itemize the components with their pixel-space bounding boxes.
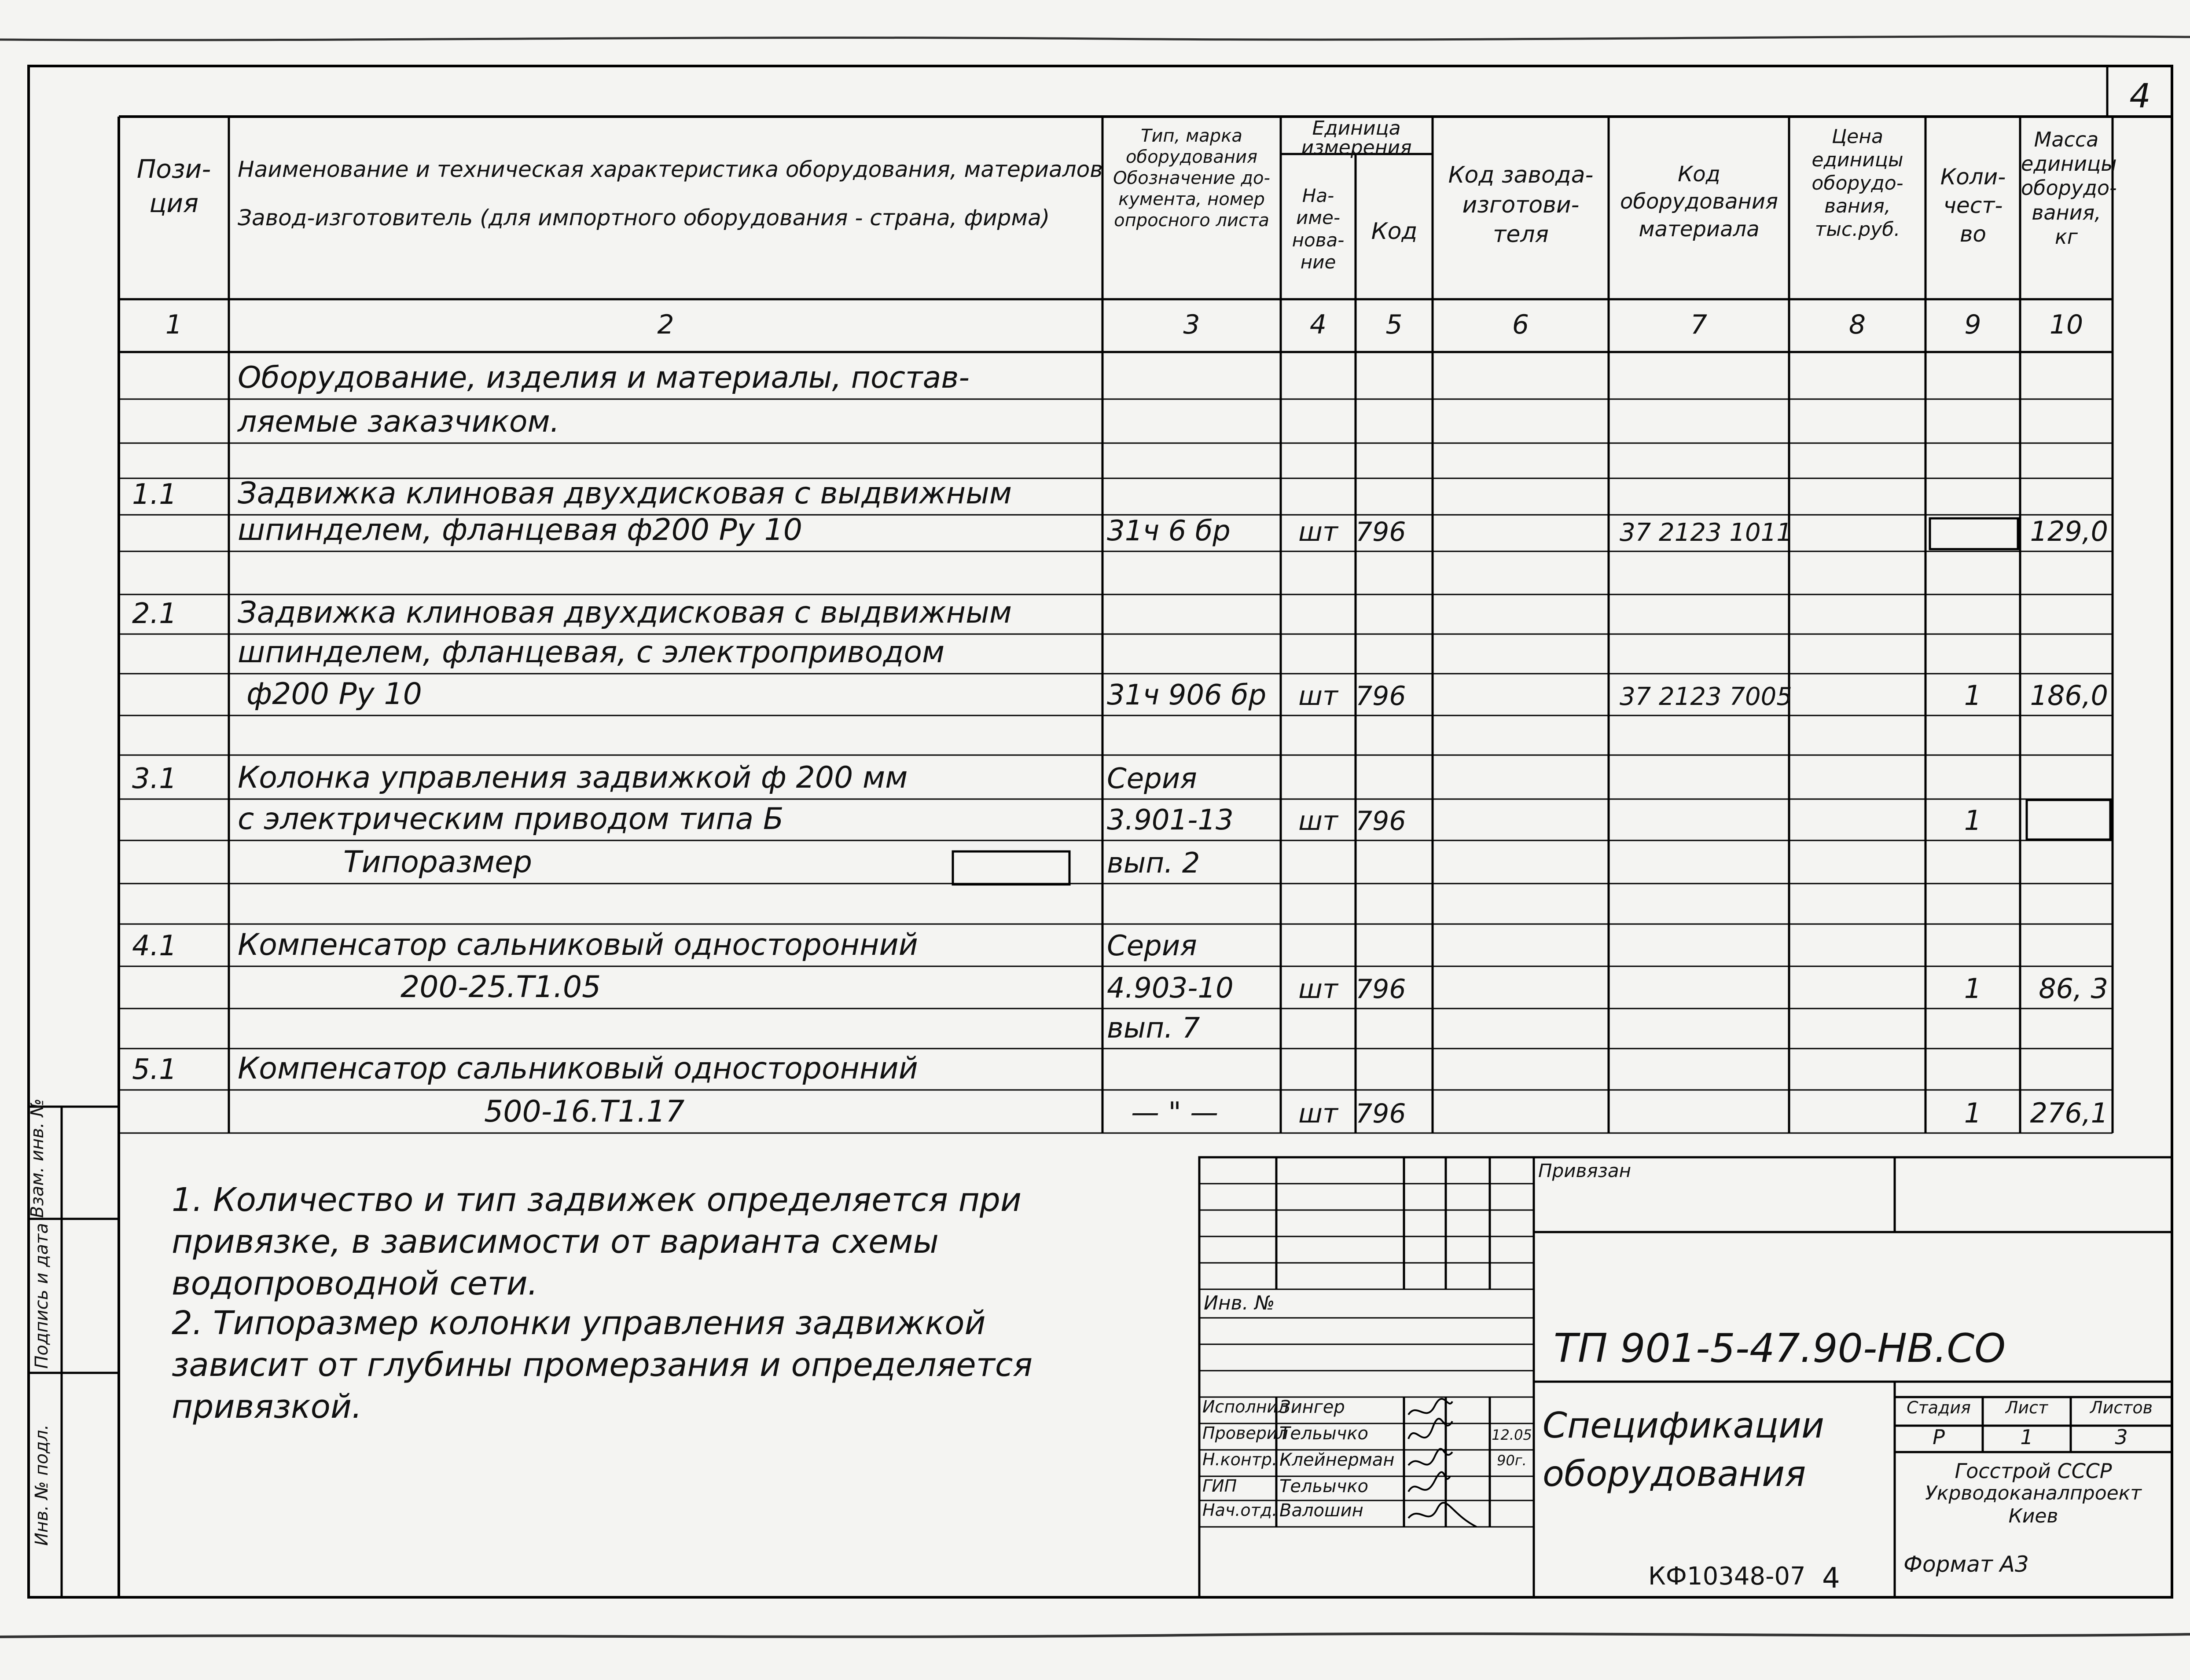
stamp-sheet-value: 1 (2020, 1425, 2033, 1449)
row-15-type: Серия (1107, 930, 1197, 962)
row-18-name: Компенсатор сальниковый односторонний (238, 1051, 918, 1086)
stamp-org-line3: Киев (2008, 1505, 2058, 1527)
note-line-4: 2. Типоразмер колонки управления задвижкой (172, 1304, 986, 1342)
stamp-title-line2: оборудования (1543, 1453, 1806, 1494)
row-12-qty: 1 (1964, 804, 1982, 836)
row-9-code: 796 (1356, 681, 1406, 712)
row-16-unit: шт (1298, 974, 1338, 1005)
stamp-title-line1: Спецификации (1543, 1405, 1824, 1446)
header-name-line1: Наименование и техническая характеристика оборудования, материалов (238, 157, 1103, 182)
footer-format: Формат А3 (1903, 1552, 2029, 1577)
stamp-date-line2: 90г. (1497, 1452, 1527, 1469)
row-19-type: — " — (1131, 1097, 1219, 1129)
signer-role-2: Проверил (1202, 1423, 1288, 1443)
row-9-name: ф200 Ру 10 (246, 677, 422, 712)
signer-role-3: Н.контр. (1202, 1450, 1278, 1469)
signer-name-5: Валошин (1279, 1500, 1363, 1521)
signer-role-1: Исполнил (1202, 1397, 1289, 1416)
header-unit-name: На- име- нова- ние (1292, 185, 1345, 273)
colnum-4: 4 (1309, 309, 1327, 340)
header-unit-group: Единица измерения (1301, 117, 1412, 159)
row-5-type: 31ч 6 бр (1107, 515, 1231, 547)
row-5-unit: шт (1298, 517, 1338, 547)
row-16-type: 4.903-10 (1107, 972, 1234, 1005)
row-16-qty: 1 (1964, 972, 1982, 1005)
note-line-3: водопроводной сети. (172, 1265, 538, 1302)
colnum-7: 7 (1690, 309, 1708, 340)
signer-name-1: Зингер (1279, 1397, 1345, 1417)
row-19-code: 796 (1356, 1098, 1406, 1129)
row-13-type: вып. 2 (1107, 847, 1200, 880)
header-name-line2: Завод-изготовитель (для импортного оборудования - страна, фирма) (238, 205, 1050, 231)
stamp-org-line2: Укрводоканалпроект (1925, 1482, 2142, 1504)
row-18-pos: 5.1 (132, 1053, 177, 1086)
signer-name-3: Клейнерман (1279, 1450, 1395, 1470)
row-19-unit: шт (1298, 1098, 1338, 1129)
row-5-mass: 129,0 (2030, 515, 2108, 547)
margin-vzam-inv: Взам. инв. № (27, 1098, 48, 1218)
row-7-pos: 2.1 (132, 598, 177, 630)
row-1-name: Оборудование, изделия и материалы, постав- (238, 360, 970, 395)
stamp-sheets-label: Листов (2090, 1398, 2153, 1417)
row-9-qty: 1 (1964, 679, 1982, 712)
colnum-6: 6 (1512, 309, 1529, 340)
row-15-name: Компенсатор сальниковый односторонний (238, 928, 918, 962)
stamp-date-line1: 12.05 (1492, 1427, 1532, 1443)
row-9-equip: 37 2123 7005 (1620, 682, 1792, 711)
note-line-6: привязкой. (172, 1388, 362, 1426)
footer-archive-code: КФ10348-07 (1648, 1562, 1806, 1591)
colnum-3: 3 (1183, 309, 1200, 340)
header-type: Тип, марка оборудования Обозначение до- кумента, номер опросного листа (1113, 126, 1270, 231)
note-line-1: 1. Количество и тип задвижек определяется при (172, 1181, 1022, 1219)
row-12-name: с электрическим приводом типа Б (238, 802, 784, 836)
stamp-privyazan-label: Привязан (1538, 1160, 1631, 1181)
row-9-mass: 186,0 (2030, 679, 2108, 712)
row-8-name: шпинделем, фланцевая, с электроприводом (238, 635, 945, 670)
stamp-inv-label: Инв. № (1204, 1292, 1275, 1314)
colnum-2: 2 (657, 309, 674, 340)
row-12-code: 796 (1356, 806, 1406, 836)
footer-archive-page: 4 (1822, 1562, 1840, 1595)
stamp-sheet-label: Лист (2005, 1398, 2048, 1417)
colnum-8: 8 (1848, 309, 1866, 340)
row-12-unit: шт (1298, 806, 1338, 836)
row-16-name: 200-25.Т1.05 (401, 970, 601, 1005)
row-5-code: 796 (1356, 517, 1406, 547)
header-equip-code: Код оборудования материала (1620, 162, 1778, 242)
stamp-doc-code: ТП 901-5-47.90-НВ.СО (1554, 1325, 2006, 1372)
colnum-5: 5 (1385, 309, 1403, 340)
row-9-type: 31ч 906 бр (1107, 679, 1267, 712)
row-19-name: 500-16.Т1.17 (484, 1094, 685, 1129)
signer-name-2: Тельычко (1279, 1423, 1369, 1444)
signer-role-5: Нач.отд. (1202, 1500, 1278, 1520)
margin-signature-date: Подпись и дата (32, 1223, 52, 1369)
signer-name-4: Тельычко (1279, 1476, 1369, 1497)
row-11-name: Колонка управления задвижкой ф 200 мм (238, 760, 908, 795)
row-16-mass: 86, 3 (2039, 972, 2108, 1005)
stamp-org-line1: Госстрой СССР (1955, 1459, 2112, 1483)
header-position: Пози- ция (136, 154, 211, 219)
signature-scribbles (1408, 1399, 1477, 1527)
header-mass: Масса единицы оборудо- вания, кг (2021, 128, 2117, 249)
colnum-1: 1 (165, 309, 183, 340)
stamp-stage-label: Стадия (1907, 1398, 1971, 1417)
colnum-9: 9 (1964, 309, 1981, 340)
signer-role-4: ГИП (1202, 1476, 1237, 1496)
row-7-name: Задвижка клиновая двухдисковая с выдвижным (238, 595, 1012, 630)
note-line-5: зависит от глубины промерзания и определяется (172, 1346, 1033, 1384)
row-16-code: 796 (1356, 974, 1406, 1005)
header-unit-code: Код (1371, 218, 1418, 245)
row-4-pos: 1.1 (132, 478, 177, 511)
row-9-unit: шт (1298, 681, 1338, 712)
row-19-qty: 1 (1964, 1097, 1982, 1129)
row-2-name: ляемые заказчиком. (238, 404, 560, 439)
row-13-name: Типоразмер (343, 845, 533, 880)
row-11-type: Серия (1107, 763, 1197, 795)
row-17-type: вып. 7 (1107, 1012, 1200, 1045)
stamp-sheets-value: 3 (2115, 1425, 2128, 1449)
row-5-name: шпинделем, фланцевая ф200 Ру 10 (238, 513, 803, 547)
margin-inv-podl: Инв. № подл. (32, 1424, 52, 1546)
stamp-stage-value: Р (1933, 1425, 1945, 1449)
row-19-mass: 276,1 (2030, 1097, 2108, 1129)
row-15-pos: 4.1 (132, 930, 177, 962)
row-5-equip: 37 2123 1011 (1620, 518, 1792, 547)
colnum-10: 10 (2049, 309, 2083, 340)
row-11-pos: 3.1 (132, 763, 177, 795)
row-12-type: 3.901-13 (1107, 804, 1234, 836)
header-price: Цена единицы оборудо- вания, тыс.руб. (1812, 125, 1903, 241)
page-number: 4 (2129, 76, 2151, 115)
header-qty: Коли- чест- во (1940, 164, 2006, 247)
note-line-2: привязке, в зависимости от варианта схемы (172, 1223, 939, 1261)
header-factory-code: Код завода- изготови- теля (1448, 162, 1594, 248)
row-4-name: Задвижка клиновая двухдисковая с выдвижным (238, 476, 1012, 511)
